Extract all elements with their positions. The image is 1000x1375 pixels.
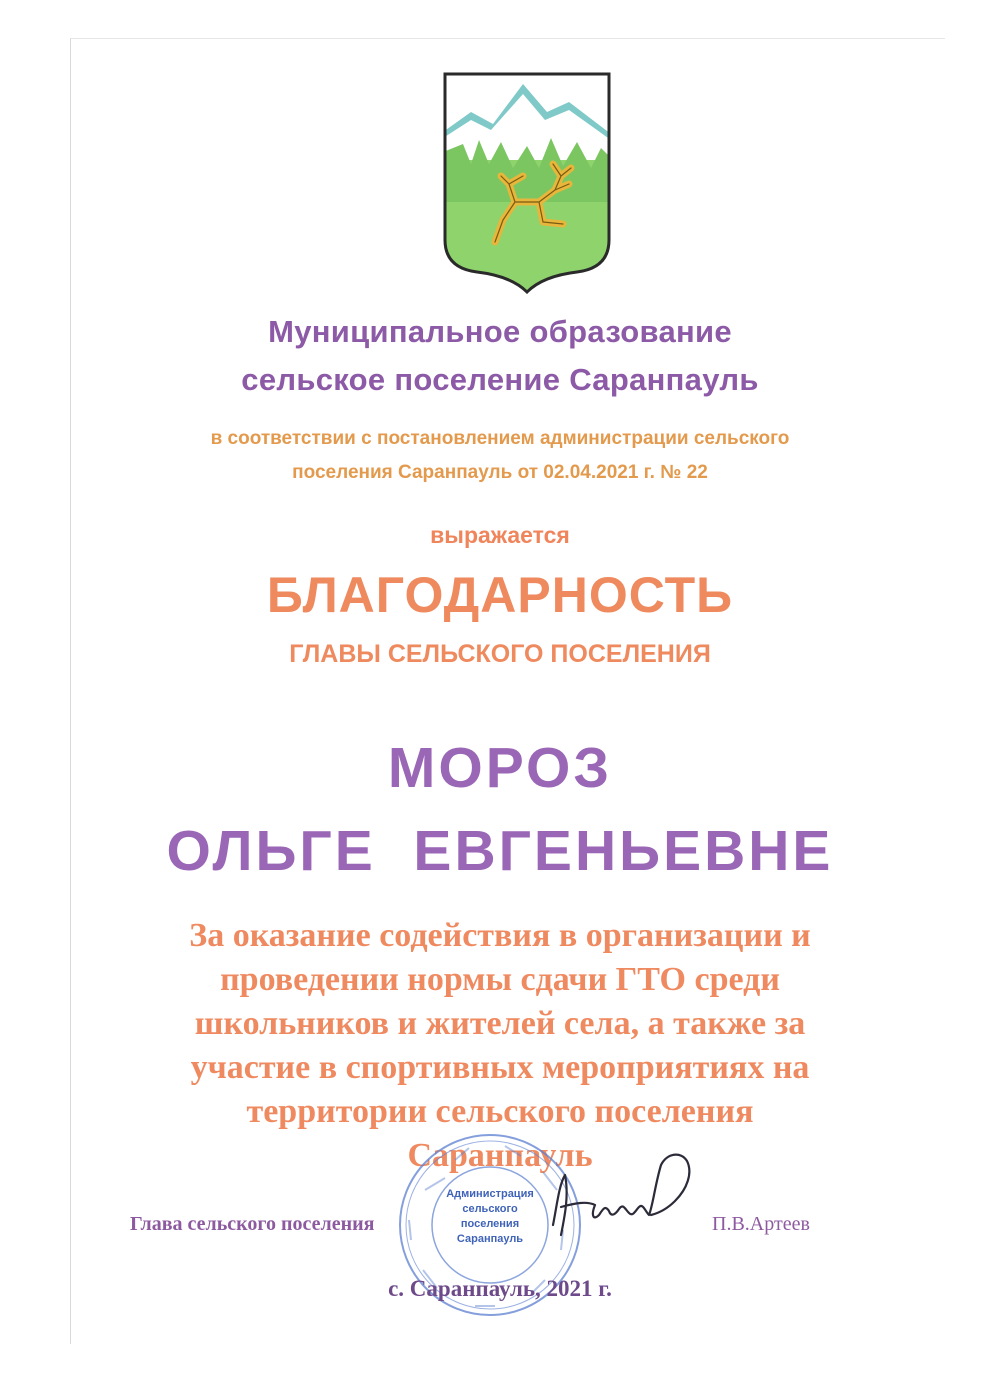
decree-line-2: поселения Саранпауль от 02.04.2021 г. № 22 [292, 462, 708, 483]
reason-line: проведении нормы сдачи ГТО среди [220, 961, 780, 998]
municipality-line-2: сельское поселение Саранпауль [241, 362, 759, 397]
signer-name: П.В.Артеев [712, 1213, 810, 1235]
recipient-surname: МОРОЗ [387, 736, 613, 800]
stamp-text-line: Администрация [446, 1188, 534, 1200]
reason-line: участие в спортивных мероприятиях на [190, 1049, 810, 1086]
stamp-text-line: сельского [462, 1203, 518, 1215]
reason-line: За оказание содействия в организации и [189, 917, 811, 954]
award-title: БЛАГОДАРНОСТЬ [266, 567, 734, 623]
coat-of-arms-icon [443, 72, 611, 294]
award-subtitle: ГЛАВЫ СЕЛЬСКОГО ПОСЕЛЕНИЯ [289, 640, 711, 668]
signer-position: Глава сельского поселения [130, 1213, 375, 1235]
stamp-text-line: Саранпауль [456, 1233, 524, 1245]
recipient-given-names: ОЛЬГЕ ЕВГЕНЬЕВНЕ [166, 819, 834, 883]
reason-line: территории сельского поселения [246, 1093, 754, 1130]
expressed-label: выражается [430, 522, 570, 548]
signature-icon [535, 1145, 705, 1245]
municipality-line-1: Муниципальное образование [268, 314, 732, 349]
stamp-text-line: поселения [460, 1218, 520, 1230]
reason-line: Саранпауль [407, 1137, 593, 1174]
reason-line: школьников и жителей села, а также за [194, 1005, 806, 1042]
decree-line-1: в соответствии с постановлением администрации сельского [210, 428, 790, 449]
place-and-date: с. Саранпауль, 2021 г. [388, 1276, 612, 1301]
